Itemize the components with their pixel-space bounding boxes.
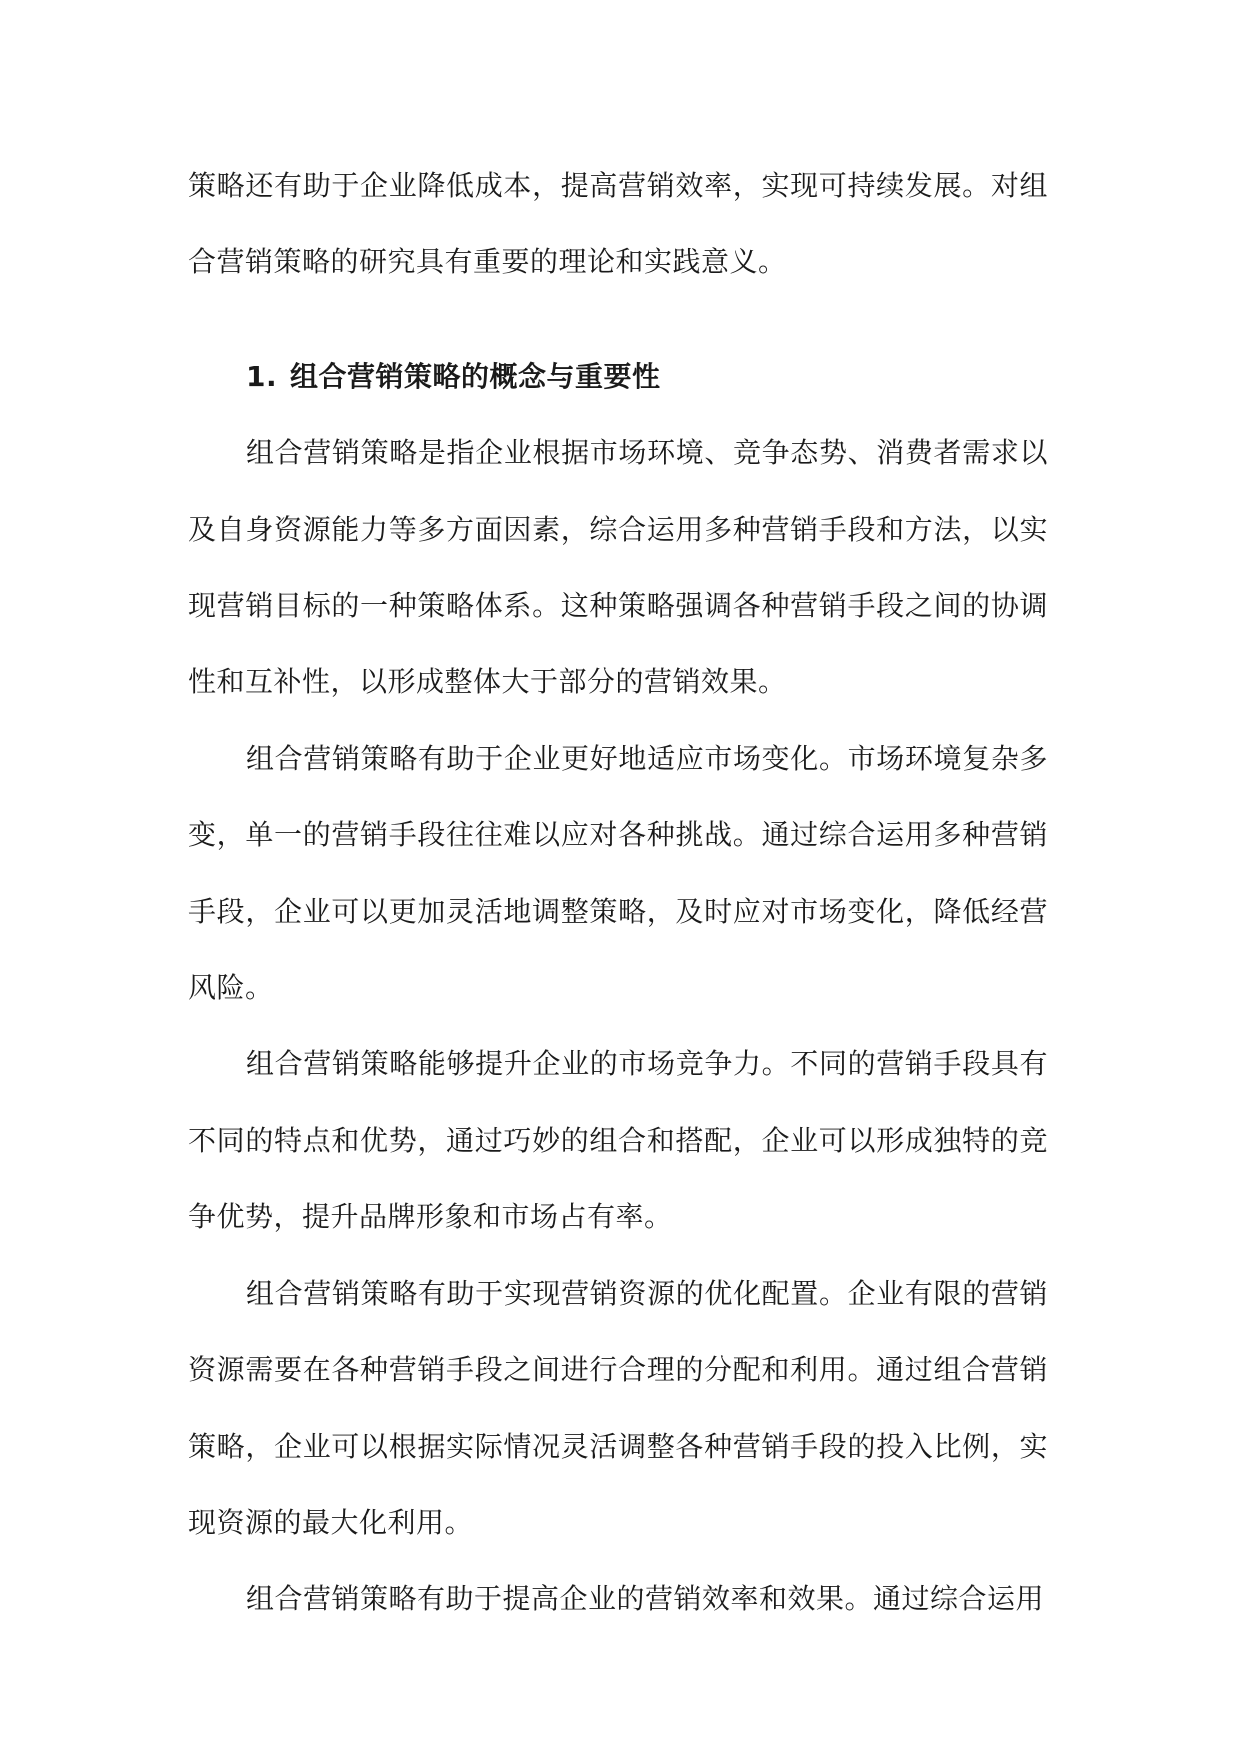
document-body [188, 148, 1048, 1638]
body-paragraph-3: 组合营销策略能够提升企业的市场竞争力。不同的营销手段具有不同的特点和优势，通过巧妙的组合和搭配，企业可以形成独特的竞争优势，提升品牌形象和市场占有率。 [188, 1047, 1048, 1234]
body-paragraph-5: 组合营销策略有助于提高企业的营销效率和效果。通过综合运用 [246, 1582, 1045, 1616]
section-title: 组合营销策略的概念与重要性 [290, 359, 661, 393]
section-number: 1. [246, 359, 278, 393]
body-paragraph-1: 组合营销策略是指企业根据市场环境、竞争态势、消费者需求以及自身资源能力等多方面因素，综合运用多种营销手段和方法，以实现营销目标的一种策略体系。这种策略强调各种营销手段之间的协调性和互补性，以形成整体大于部分的营销效果。 [188, 436, 1048, 699]
body-paragraph-2: 组合营销策略有助于企业更好地适应市场变化。市场环境复杂多变，单一的营销手段往往难以应对各种挑战。通过综合运用多种营销手段，企业可以更加灵活地调整策略，及时应对市场变化，降低经营风险。 [188, 741, 1048, 1005]
section-heading [188, 339, 1048, 415]
section-spacer [188, 301, 1048, 339]
intro-paragraph: 策略还有助于企业降低成本，提高营销效率，实现可持续发展。对组合营销策略的研究具有重要的理论和实践意义。 [188, 169, 1048, 279]
body-paragraph-4: 组合营销策略有助于实现营销资源的优化配置。企业有限的营销资源需要在各种营销手段之间进行合理的分配和利用。通过组合营销策略，企业可以根据实际情况灵活调整各种营销手段的投入比例，实现资源的最大化利用。 [188, 1276, 1048, 1539]
